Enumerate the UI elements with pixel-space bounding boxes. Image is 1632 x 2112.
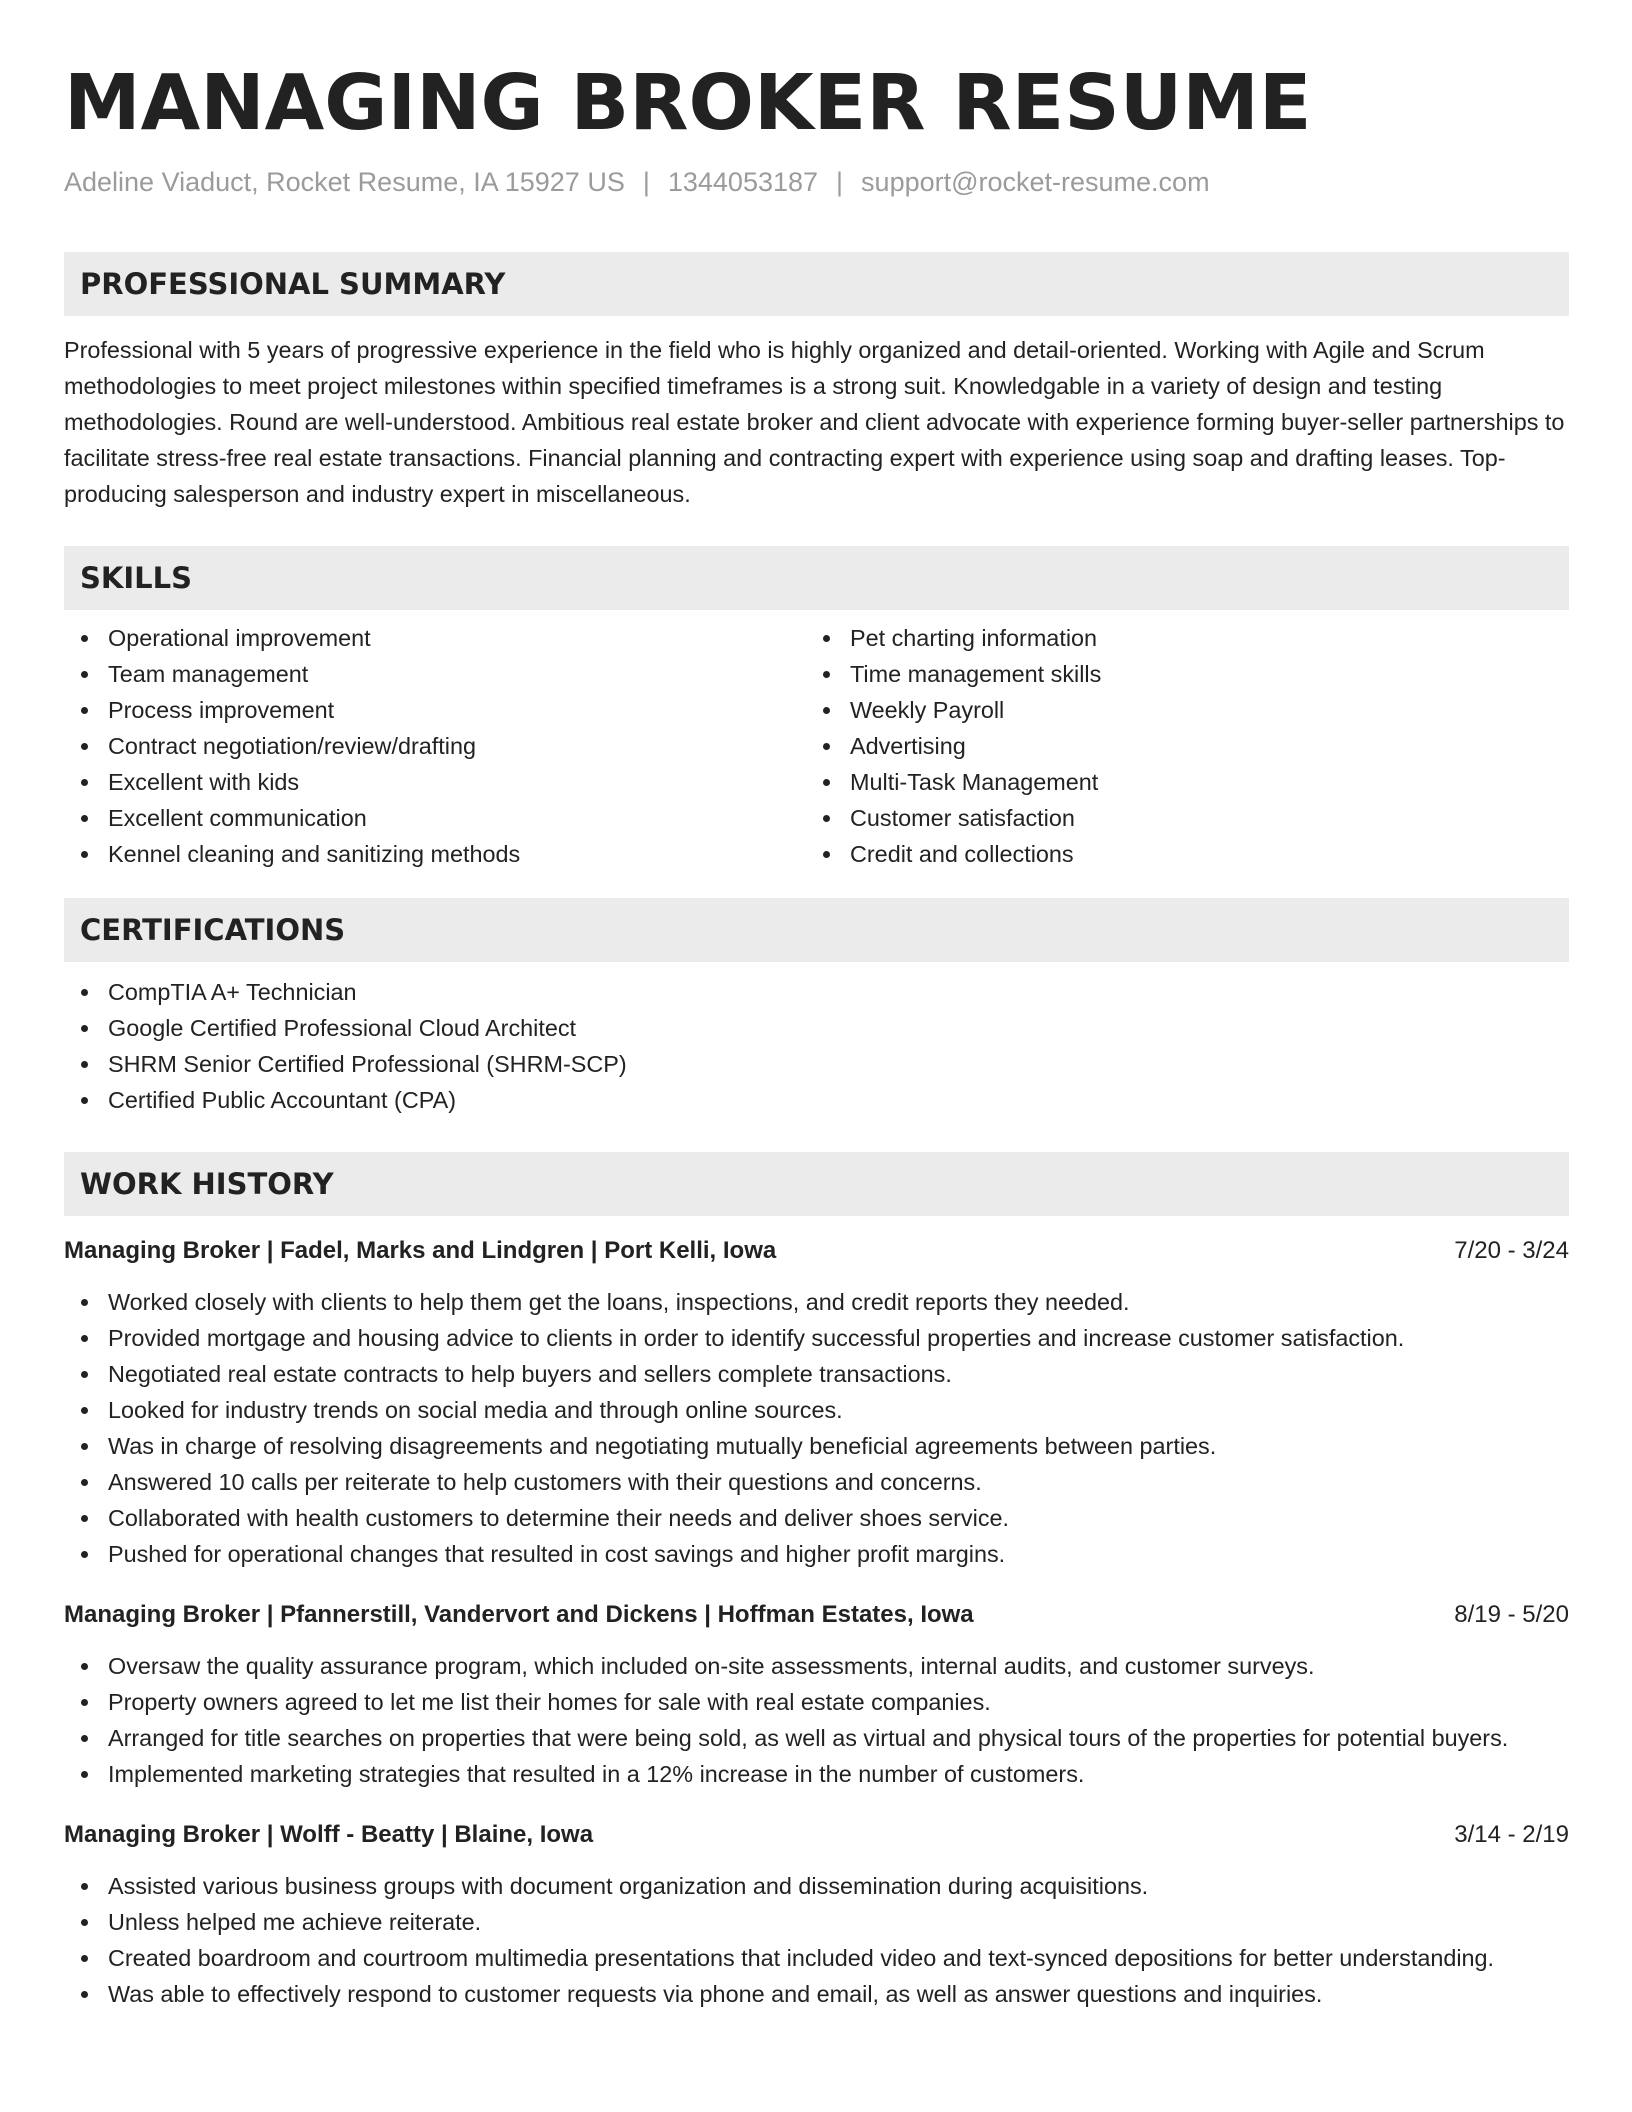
job-bullet: Assisted various business groups with document organization and dissemination during acquisitions. — [108, 1868, 1569, 1904]
work-history-heading: WORK HISTORY — [80, 1167, 334, 1201]
skill-item: Excellent communication — [108, 800, 806, 836]
job-bullet: Oversaw the quality assurance program, which included on-site assessments, internal audits, and customer surveys. — [108, 1648, 1569, 1684]
contact-phone: 1344053187 — [667, 167, 819, 197]
contact-email: support@rocket-resume.com — [861, 167, 1210, 197]
job-bullet: Was in charge of resolving disagreements and negotiating mutually beneficial agreements between parties. — [108, 1428, 1569, 1464]
job-bullet: Answered 10 calls per reiterate to help customers with their questions and concerns. — [108, 1464, 1569, 1500]
job-title: Managing Broker | Pfannerstill, Vandervort and Dickens | Hoffman Estates, Iowa — [64, 1601, 974, 1628]
job-bullet: Property owners agreed to let me list their homes for sale with real estate companies. — [108, 1684, 1569, 1720]
summary-text: Professional with 5 years of progressive experience in the field who is highly organized and detail-oriented. Working with Agile and Scrum methodologies to meet project milestones within specified timeframes is a strong suit. Knowledgable in a variety of design and testing methodologies. Round are well-understood. Ambitious real estate broker and client advocate with experience forming buyer-seller partnerships to facilitate stress-free real estate transactions. Financial planning and contracting expert with experience using soap and drafting leases. Top-producing salesperson and industry expert in miscellaneous. — [64, 337, 1565, 507]
job-dates: 3/14 - 2/19 — [1454, 1821, 1569, 1848]
contact-separator: | — [642, 167, 650, 197]
skill-item: Multi-Task Management — [850, 764, 1548, 800]
skill-item: Process improvement — [108, 692, 806, 728]
job-bullet: Implemented marketing strategies that resulted in a 12% increase in the number of customers. — [108, 1756, 1569, 1792]
skills-heading: SKILLS — [80, 561, 192, 595]
job-bullet: Collaborated with health customers to determine their needs and deliver shoes service. — [108, 1500, 1569, 1536]
job-bullet: Provided mortgage and housing advice to clients in order to identify successful properties and increase customer satisfaction. — [108, 1320, 1569, 1356]
work-history-section-header — [64, 1152, 1569, 1216]
skill-item: Pet charting information — [850, 620, 1548, 656]
skill-item: Contract negotiation/review/drafting — [108, 728, 806, 764]
job-entry — [64, 1234, 1569, 1572]
certifications-section-header — [64, 898, 1569, 962]
skills-column-right — [806, 620, 1548, 872]
skill-item: Time management skills — [850, 656, 1548, 692]
certification-item: Certified Public Accountant (CPA) — [108, 1082, 1569, 1118]
certifications-heading: CERTIFICATIONS — [80, 913, 346, 947]
skill-item: Weekly Payroll — [850, 692, 1548, 728]
skill-item: Advertising — [850, 728, 1548, 764]
job-header — [64, 1818, 1569, 1852]
job-bullet: Looked for industry trends on social media and through online sources. — [108, 1392, 1569, 1428]
job-dates: 7/20 - 3/24 — [1454, 1237, 1569, 1264]
job-title: Managing Broker | Wolff - Beatty | Blaine, Iowa — [64, 1821, 594, 1848]
job-header — [64, 1234, 1569, 1268]
skill-item: Credit and collections — [850, 836, 1548, 872]
contact-address: Adeline Viaduct, Rocket Resume, IA 15927 US — [64, 167, 625, 197]
job-bullet: Worked closely with clients to help them get the loans, inspections, and credit reports they needed. — [108, 1284, 1569, 1320]
contact-line — [64, 164, 1569, 200]
job-bullet: Arranged for title searches on properties that were being sold, as well as virtual and physical tours of the properties for potential buyers. — [108, 1720, 1569, 1756]
job-bullet: Pushed for operational changes that resulted in cost savings and higher profit margins. — [108, 1536, 1569, 1572]
summary-heading: PROFESSIONAL SUMMARY — [80, 267, 506, 301]
skill-item: Excellent with kids — [108, 764, 806, 800]
job-entry — [64, 1598, 1569, 1792]
certification-item: SHRM Senior Certified Professional (SHRM-SCP) — [108, 1046, 1569, 1082]
certification-item: CompTIA A+ Technician — [108, 974, 1569, 1010]
skill-item: Customer satisfaction — [850, 800, 1548, 836]
job-bullet: Was able to effectively respond to customer requests via phone and email, as well as answer questions and inquiries. — [108, 1976, 1569, 2012]
skills-column-left — [64, 620, 806, 872]
job-header — [64, 1598, 1569, 1632]
certifications-list — [64, 974, 1569, 1118]
job-bullet: Unless helped me achieve reiterate. — [108, 1904, 1569, 1940]
skill-item: Team management — [108, 656, 806, 692]
skill-item: Operational improvement — [108, 620, 806, 656]
job-bullet: Created boardroom and courtroom multimedia presentations that included video and text-synced depositions for better understanding. — [108, 1940, 1569, 1976]
contact-separator: | — [836, 167, 844, 197]
skills-list — [64, 620, 1569, 872]
job-dates: 8/19 - 5/20 — [1454, 1601, 1569, 1628]
skill-item: Kennel cleaning and sanitizing methods — [108, 836, 806, 872]
job-entry — [64, 1818, 1569, 2012]
page-title: MANAGING BROKER RESUME — [64, 59, 1312, 148]
job-title: Managing Broker | Fadel, Marks and Lindgren | Port Kelli, Iowa — [64, 1237, 777, 1264]
skills-section-header — [64, 546, 1569, 610]
job-bullet: Negotiated real estate contracts to help buyers and sellers complete transactions. — [108, 1356, 1569, 1392]
resume-page — [64, 58, 1569, 2012]
summary-section-header — [64, 252, 1569, 316]
certification-item: Google Certified Professional Cloud Architect — [108, 1010, 1569, 1046]
